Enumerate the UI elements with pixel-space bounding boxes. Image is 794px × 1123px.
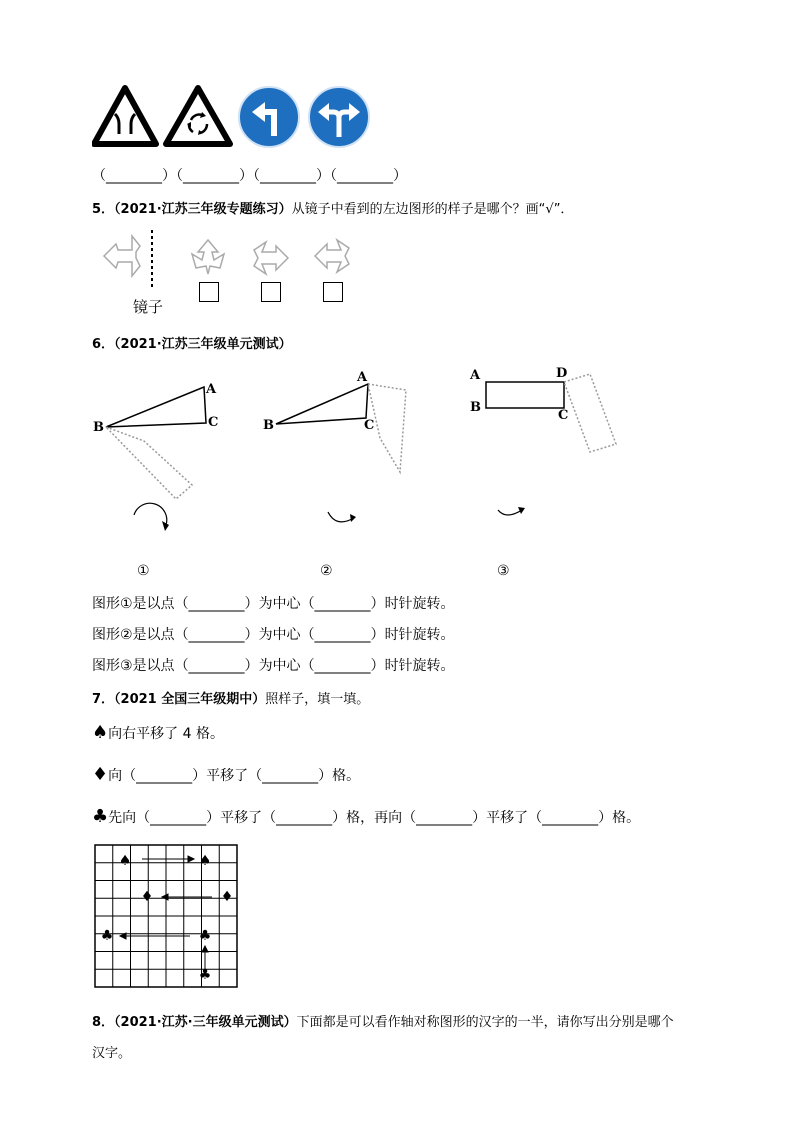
answer-blank[interactable]: （________） bbox=[402, 810, 487, 826]
question-text: 照样子，填一填。 bbox=[265, 692, 370, 707]
clockwise-arrow-icon bbox=[328, 512, 354, 522]
answer-blank[interactable]: （________） bbox=[528, 810, 613, 826]
club-icon: ♣ bbox=[198, 967, 212, 983]
answer-blank[interactable]: （________） bbox=[174, 627, 259, 643]
figure-number: ② bbox=[320, 563, 333, 579]
answer-blank[interactable]: （________） bbox=[253, 168, 330, 184]
answer-checkbox-1[interactable] bbox=[199, 282, 219, 302]
answer-blank[interactable]: （________） bbox=[92, 168, 176, 184]
rotation-figure-2 bbox=[270, 372, 420, 532]
point-label: A bbox=[470, 368, 481, 383]
answer-blank[interactable]: （________） bbox=[122, 768, 207, 784]
diamond-icon: ♦ bbox=[140, 889, 154, 905]
point-label: C bbox=[364, 418, 375, 433]
translate-line-2: ♦向（________）平移了（________）格。 bbox=[92, 764, 361, 785]
sign-answer-blanks bbox=[92, 165, 407, 185]
question-number: 7． bbox=[92, 692, 115, 707]
point-label: B bbox=[263, 418, 274, 433]
option-figure-2-icon bbox=[254, 242, 288, 274]
answer-blank[interactable]: （________） bbox=[262, 810, 347, 826]
answer-blank[interactable]: （________） bbox=[248, 768, 333, 784]
option-figure-3-icon bbox=[315, 240, 349, 272]
roundabout-sign-icon bbox=[166, 88, 230, 144]
point-label: C bbox=[208, 415, 219, 430]
answer-blank[interactable]: （________） bbox=[330, 168, 407, 184]
point-label: B bbox=[93, 420, 104, 435]
club-icon: ♣ bbox=[92, 806, 109, 827]
point-label: C bbox=[558, 408, 569, 423]
turn-left-sign-icon bbox=[239, 87, 299, 147]
narrow-road-sign-icon bbox=[94, 88, 156, 144]
rotation-figure-3 bbox=[480, 370, 630, 530]
spade-icon: ♠ bbox=[198, 853, 212, 869]
answer-checkbox-3[interactable] bbox=[323, 282, 343, 302]
translation-grid bbox=[94, 844, 240, 990]
question-source: （2021·江苏三年级专题练习） bbox=[114, 202, 292, 217]
diamond-icon: ♦ bbox=[220, 889, 234, 905]
answer-blank[interactable]: （________） bbox=[136, 810, 221, 826]
question-6 bbox=[92, 333, 292, 352]
point-label: A bbox=[357, 370, 368, 385]
figure-number: ① bbox=[137, 563, 150, 579]
question-8 bbox=[92, 1011, 674, 1030]
club-icon: ♣ bbox=[198, 928, 212, 944]
answer-blank[interactable]: （________） bbox=[174, 658, 259, 674]
figure-number: ③ bbox=[497, 563, 510, 579]
question-source: （2021·江苏·三年级单元测试） bbox=[114, 1015, 297, 1030]
diamond-icon: ♦ bbox=[92, 764, 109, 785]
clockwise-arrow-icon bbox=[134, 503, 167, 525]
turn-left-or-right-sign-icon bbox=[309, 87, 369, 147]
rotation-line-1: 图形①是以点（________）为中心（________）时针旋转。 bbox=[92, 596, 455, 612]
question-text: 从镜子中看到的左边图形的样子是哪个？画“√”． bbox=[291, 202, 574, 217]
answer-blank[interactable]: （________） bbox=[174, 596, 259, 612]
clockwise-arrow-icon bbox=[498, 510, 522, 515]
question-7 bbox=[92, 688, 369, 707]
rotation-line-2: 图形②是以点（________）为中心（________）时针旋转。 bbox=[92, 627, 455, 643]
translate-line-3: ♣先向（________）平移了（________）格，再向（________）平移了（________）格。 bbox=[92, 806, 641, 827]
question-source: （2021 全国三年级期中） bbox=[114, 692, 266, 707]
original-figure-icon bbox=[104, 236, 140, 276]
spade-icon: ♠ bbox=[118, 853, 132, 869]
question-source: （2021·江苏三年级单元测试） bbox=[114, 337, 292, 352]
answer-checkbox-2[interactable] bbox=[261, 282, 281, 302]
point-label: B bbox=[470, 400, 481, 415]
answer-blank[interactable]: （________） bbox=[176, 168, 253, 184]
question-text: 下面都是可以看作轴对称图形的汉字的一半，请你写出分别是哪个 bbox=[296, 1015, 674, 1030]
question-number: 8． bbox=[92, 1015, 115, 1030]
question-number: 6． bbox=[92, 337, 115, 352]
option-figure-1-icon bbox=[192, 240, 224, 274]
rotation-line-3: 图形③是以点（________）为中心（________）时针旋转。 bbox=[92, 658, 455, 674]
club-icon: ♣ bbox=[100, 928, 114, 944]
point-label: D bbox=[556, 366, 568, 381]
answer-blank[interactable]: （________） bbox=[300, 596, 385, 612]
mirror-label: 镜子 bbox=[133, 298, 164, 316]
answer-blank[interactable]: （________） bbox=[300, 658, 385, 674]
translate-line-1: ♠向右平移了 4 格。 bbox=[92, 722, 224, 743]
question-5 bbox=[92, 198, 573, 217]
question-number: 5． bbox=[92, 202, 115, 217]
point-label: A bbox=[206, 382, 217, 397]
question-8-cont: 汉字。 bbox=[92, 1046, 132, 1061]
rotation-figure-1 bbox=[90, 375, 240, 535]
spade-icon: ♠ bbox=[92, 722, 109, 743]
answer-blank[interactable]: （________） bbox=[300, 627, 385, 643]
traffic-signs bbox=[92, 84, 372, 150]
